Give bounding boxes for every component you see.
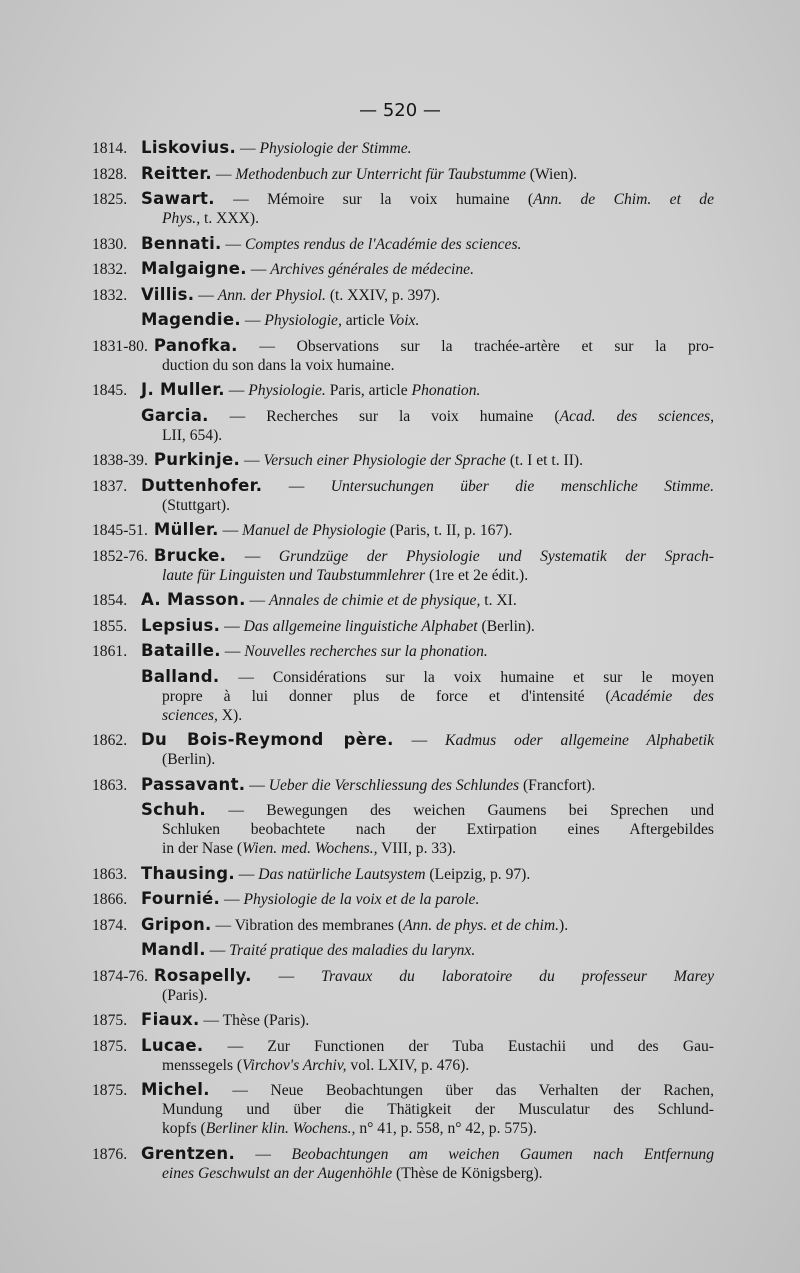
entry-year: 1863. [92, 865, 128, 883]
bibliography-entry [92, 259, 714, 279]
entry-text: — Bewegungen des weichen Gaumens bei Sprechen und [205, 802, 714, 819]
entry-author: Garcia. [141, 405, 209, 425]
entry-author: Passavant. [141, 774, 246, 794]
entry-text: menssegels ( [162, 1056, 243, 1074]
bibliography-entry [92, 138, 714, 158]
bibliography-entry [92, 590, 714, 610]
entry-text: ). [559, 916, 569, 934]
entry-first-line [92, 864, 714, 884]
entry-first-line [92, 1144, 714, 1164]
entry-first-line [92, 476, 714, 496]
entry-title-text: Beobachtungen am weichen Gaumen nach Entfernung [291, 1145, 715, 1163]
entry-text: (Paris). [162, 986, 208, 1004]
bibliography-entry [92, 189, 714, 228]
bibliography-list [92, 138, 714, 1188]
entry-year: 1845. [92, 382, 128, 399]
entry-first-line [92, 450, 714, 470]
entry-text: in der Nase ( [162, 840, 243, 857]
entry-text: (Francfort). [519, 776, 596, 794]
entry-continuation-line [92, 209, 714, 228]
entry-text: — Zur Functionen der Tuba Eustachii und des Gau- [203, 1037, 714, 1055]
entry-continuation-line [92, 839, 714, 858]
bibliography-entry [92, 915, 714, 935]
entry-continuation-line [92, 706, 714, 725]
entry-first-line [92, 259, 714, 279]
entry-text: (Leipzig, p. 97). [425, 865, 531, 883]
bibliography-entry [92, 546, 714, 585]
bibliography-entry [92, 476, 714, 515]
entry-year: 1855. [92, 617, 128, 635]
page-number: — 520 — [359, 100, 441, 121]
entry-text: — [194, 286, 218, 304]
entry-title-text: Comptes rendus de l'Académie des sciences. [245, 235, 522, 253]
entry-year: 1862. [92, 732, 128, 749]
entry-title-text: Manuel de Physiologie [242, 522, 386, 539]
bibliography-entry [92, 1080, 714, 1138]
entry-text: (t. XXIV, p. 397). [325, 286, 441, 304]
entry-continuation-line [92, 750, 714, 769]
entry-author: Schuh. [141, 800, 206, 819]
entry-author: Sawart. [141, 189, 215, 208]
entry-first-line [92, 310, 714, 330]
entry-year: 1863. [92, 776, 128, 794]
entry-text: Paris, article [325, 382, 412, 399]
entry-author: A. Masson. [141, 590, 246, 609]
entry-title-text: Physiologie der Stimme. [259, 140, 412, 157]
bibliography-entry [92, 800, 714, 858]
entry-year: 1854. [92, 592, 128, 609]
entry-year: 1832. [92, 261, 128, 278]
bibliography-entry [92, 864, 714, 884]
entry-text: (Berlin). [162, 751, 216, 768]
entry-text: — [224, 382, 249, 399]
bibliography-entry [92, 310, 714, 330]
entry-text: — [220, 643, 245, 660]
entry-text: — [220, 891, 244, 908]
entry-year: 1831-80. [92, 337, 148, 355]
entry-author: Michel. [141, 1080, 210, 1099]
entry-year: 1838-39. [92, 452, 148, 469]
bibliography-entry [92, 234, 714, 254]
entry-title-text: Wien. med. Wochens., [242, 840, 378, 857]
entry-text: Schluken beobachtete nach der Extirpation eines Aftergebildes [162, 821, 714, 838]
entry-text: — [220, 617, 244, 635]
entry-first-line [92, 616, 714, 636]
bibliography-entry [92, 1144, 714, 1183]
entry-author: Grentzen. [141, 1143, 236, 1163]
entry-title-text: Untersuchungen über die menschliche Stimme. [330, 477, 714, 495]
bibliography-entry [92, 1010, 714, 1030]
entry-author: Reitter. [141, 163, 212, 183]
entry-first-line [92, 730, 714, 750]
bibliography-entry [92, 966, 714, 1005]
entry-text: — Recherches sur la voix humaine ( [208, 407, 560, 425]
entry-author: Rosapelly. [153, 965, 252, 985]
entry-text: (Wien). [525, 165, 578, 183]
entry-continuation-line [92, 426, 714, 445]
bibliography-entry [92, 641, 714, 661]
entry-text: — [262, 477, 331, 495]
entry-text: — [240, 452, 264, 469]
entry-title-text: Nouvelles recherches sur la phonation. [244, 643, 488, 660]
entry-first-line [92, 380, 714, 400]
bibliography-entry [92, 406, 714, 445]
entry-first-line [92, 889, 714, 909]
bibliography-entry [92, 775, 714, 795]
entry-first-line [92, 590, 714, 610]
entry-text: — [236, 140, 260, 157]
entry-text: t. XXX). [200, 210, 260, 227]
entry-author: Lepsius. [141, 615, 221, 635]
bibliography-entry [92, 164, 714, 184]
entry-title-text: Traité pratique des maladies du larynx. [229, 942, 476, 959]
entry-title-text: Ann. de phys. et de chim. [403, 916, 560, 934]
bibliography-entry [92, 940, 714, 960]
entry-text: — [234, 865, 259, 883]
entry-author: Liskovius. [141, 138, 237, 157]
bibliography-entry [92, 336, 714, 375]
bibliography-entry [92, 889, 714, 909]
entry-author: Villis. [141, 284, 195, 304]
entry-title-text: sciences, [162, 706, 218, 724]
entry-title-text: Virchov's Archiv, [242, 1056, 347, 1074]
entry-first-line [92, 940, 714, 960]
entry-title-text: laute für Linguisten und Taubstummlehrer [162, 566, 426, 584]
entry-text: — Vibration des membranes ( [211, 916, 404, 934]
entry-author: Thausing. [141, 863, 235, 883]
entry-text: — [251, 967, 322, 985]
entry-text: (Thèse de Königsberg). [392, 1164, 543, 1182]
bibliography-entry [92, 616, 714, 636]
entry-first-line [92, 406, 714, 426]
entry-author: Purkinje. [153, 450, 241, 469]
entry-author: Bennati. [141, 233, 222, 253]
entry-text: X). [217, 706, 243, 724]
entry-continuation-line [92, 687, 714, 706]
bibliography-entry [92, 520, 714, 540]
entry-text: (1re et 2e édit.). [425, 566, 529, 584]
entry-title-text: Travaux du laboratoire du professeur Marey [321, 967, 714, 985]
entry-author: J. Muller. [141, 380, 225, 399]
entry-text: (t. I et t. II). [505, 452, 584, 469]
entry-title-text: Das allgemeine linguistiche Alphabet [243, 617, 478, 635]
entry-author: Du Bois-Reymond père. [141, 730, 394, 749]
entry-title-text: Physiologie. [248, 382, 326, 399]
entry-text: — [245, 592, 270, 609]
entry-continuation-line [92, 496, 714, 515]
entry-title-text: Versuch einer Physiologie der Sprache [263, 452, 506, 469]
entry-year: 1875. [92, 1012, 128, 1029]
entry-year: 1852-76. [92, 547, 148, 565]
entry-title-text: eines Geschwulst an der Augenhöhle [162, 1164, 393, 1182]
entry-first-line [92, 1010, 714, 1030]
entry-title-text: Archives générales de médecine. [270, 261, 475, 278]
entry-text: — Mémoire sur la voix humaine ( [214, 191, 534, 208]
entry-text: VIII, p. 33). [377, 840, 457, 857]
entry-title-text: Phys., [162, 210, 201, 227]
entry-title-text: Methodenbuch zur Unterricht für Taubstumme [235, 165, 526, 183]
entry-text: propre à lui donner plus de force et d'intensité ( [162, 687, 611, 705]
entry-first-line [92, 966, 714, 986]
entry-year: 1876. [92, 1145, 128, 1163]
entry-author: Gripon. [141, 914, 212, 934]
entry-title-text: Académie des [610, 687, 715, 705]
entry-text: — [245, 776, 269, 794]
entry-first-line [92, 546, 714, 566]
entry-title-text: Physiologie, [264, 312, 342, 329]
entry-year: 1875. [92, 1037, 128, 1055]
entry-title-text: Ann. der Physiol. [217, 286, 326, 304]
entry-text: — [211, 165, 236, 183]
entry-title-text: Annales de chimie et de physique, [269, 592, 481, 609]
entry-first-line [92, 667, 714, 687]
entry-first-line [92, 189, 714, 209]
entry-continuation-line [92, 356, 714, 375]
entry-text: t. XI. [480, 592, 517, 609]
entry-year: 1830. [92, 235, 128, 253]
entry-text: — [393, 732, 446, 749]
entry-title-text: Voix. [388, 312, 420, 329]
entry-first-line [92, 138, 714, 158]
entry-continuation-line [92, 986, 714, 1005]
entry-year: 1875. [92, 1082, 128, 1099]
entry-text: — [205, 942, 230, 959]
entry-text: — Neue Beobachtungen über das Verhalten der Rachen, [209, 1082, 714, 1099]
bibliography-entry [92, 450, 714, 470]
entry-first-line [92, 234, 714, 254]
entry-author: Balland. [141, 666, 220, 686]
entry-author: Mandl. [141, 940, 206, 959]
entry-title-text: Kadmus oder allgemeine Alphabetik [445, 732, 715, 749]
entry-first-line [92, 775, 714, 795]
entry-year: 1828. [92, 165, 128, 183]
entry-first-line [92, 1036, 714, 1056]
entry-author: Duttenhofer. [141, 475, 263, 495]
entry-title-text: Berliner klin. Wochens., [205, 1120, 356, 1137]
entry-year: 1825. [92, 191, 128, 208]
entry-year: 1866. [92, 891, 128, 908]
entry-text: — Considérations sur la voix humaine et sur le moyen [219, 668, 714, 686]
entry-first-line [92, 336, 714, 356]
entry-continuation-line [92, 820, 714, 839]
entry-title-text: Ueber die Verschliessung des Schlundes [268, 776, 520, 794]
entry-first-line [92, 164, 714, 184]
entry-author: Brucke. [153, 545, 227, 565]
entry-continuation-line [92, 1119, 714, 1138]
entry-first-line [92, 915, 714, 935]
entry-year: 1814. [92, 140, 128, 157]
entry-author: Müller. [153, 520, 219, 539]
entry-author: Bataille. [141, 641, 221, 660]
entry-text: vol. LXIV, p. 476). [346, 1056, 470, 1074]
entry-year: 1845-51. [92, 522, 148, 539]
entry-text: — [246, 261, 271, 278]
entry-year: 1832. [92, 286, 128, 304]
entry-continuation-line [92, 1056, 714, 1075]
entry-title-text: Ann. de Chim. et de [533, 191, 714, 208]
entry-text: duction du son dans la voix humaine. [162, 356, 395, 374]
entry-text: — [226, 547, 279, 565]
entry-text: — [235, 1145, 292, 1163]
entry-text: (Berlin). [477, 617, 535, 635]
entry-text: — [218, 522, 243, 539]
entry-year: 1874-76. [92, 967, 148, 985]
entry-title-text: Phonation. [411, 382, 481, 399]
entry-first-line [92, 800, 714, 820]
entry-continuation-line [92, 1100, 714, 1119]
entry-first-line [92, 285, 714, 305]
entry-first-line [92, 641, 714, 661]
entry-continuation-line [92, 566, 714, 585]
entry-first-line [92, 1080, 714, 1100]
entry-year: 1874. [92, 916, 128, 934]
entry-author: Fournié. [141, 889, 221, 908]
entry-first-line [92, 520, 714, 540]
entry-text: article [341, 312, 389, 329]
entry-title-text: Das natürliche Lautsystem [258, 865, 426, 883]
entry-author: Panofka. [153, 335, 238, 355]
bibliography-entry [92, 1036, 714, 1075]
entry-text: — Observations sur la trachée-artère et sur la pro- [237, 337, 714, 355]
entry-text: (Stuttgart). [162, 496, 230, 514]
entry-text: kopfs ( [162, 1120, 206, 1137]
entry-continuation-line [92, 1164, 714, 1183]
entry-author: Fiaux. [141, 1010, 200, 1029]
entry-text: Mundung und über die Thätigkeit der Musculatur des Schlund- [162, 1101, 714, 1118]
entry-text: — Thèse (Paris). [199, 1012, 310, 1029]
entry-text: — [240, 312, 265, 329]
bibliography-entry [92, 667, 714, 725]
entry-title-text: Acad. des sciences, [559, 407, 715, 425]
bibliography-entry [92, 380, 714, 400]
entry-author: Lucae. [141, 1035, 204, 1055]
entry-title-text: Grundzüge der Physiologie und Systematik der Sprach- [278, 547, 714, 565]
entry-year: 1861. [92, 643, 128, 660]
bibliography-entry [92, 730, 714, 769]
entry-title-text: Physiologie de la voix et de la parole. [243, 891, 480, 908]
bibliography-entry [92, 285, 714, 305]
entry-text: (Paris, t. II, p. 167). [385, 522, 513, 539]
entry-text: n° 41, p. 558, n° 42, p. 575). [355, 1120, 537, 1137]
entry-text: LII, 654). [162, 426, 223, 444]
entry-year: 1837. [92, 477, 128, 495]
entry-text: — [221, 235, 245, 253]
entry-author: Magendie. [141, 310, 241, 329]
entry-author: Malgaigne. [141, 259, 247, 278]
